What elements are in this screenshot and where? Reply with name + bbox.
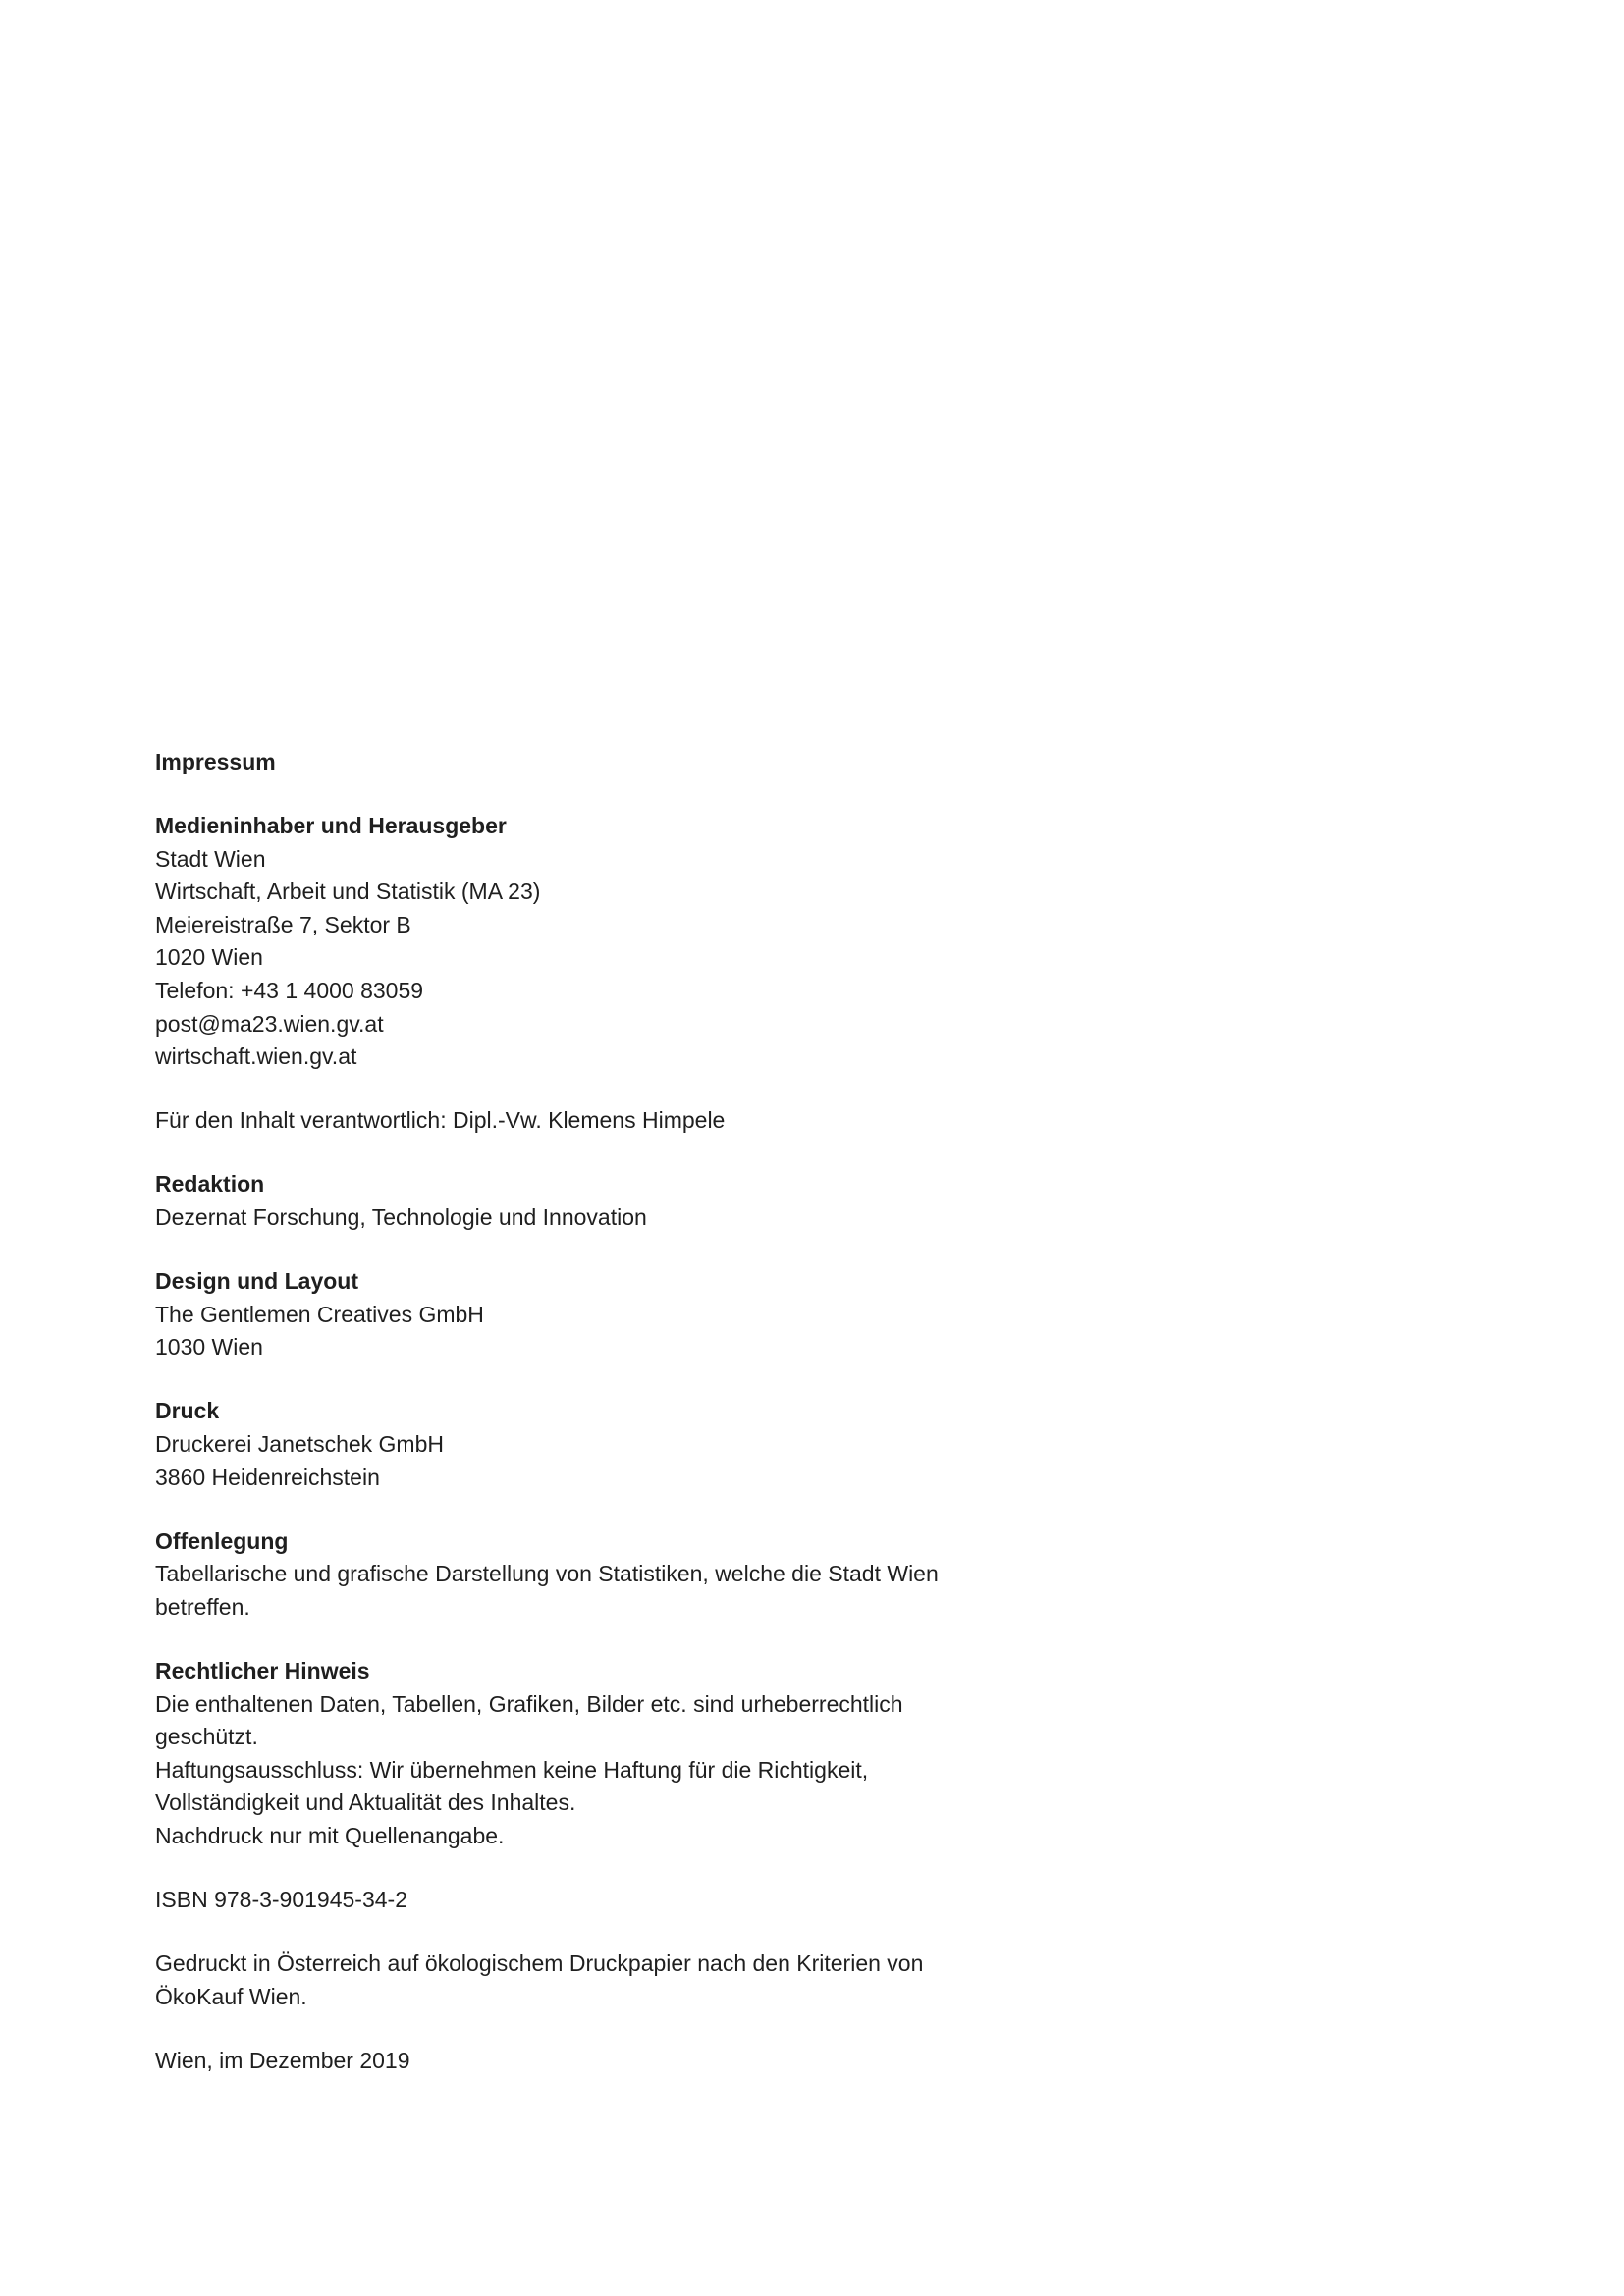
design-heading: Design und Layout [155,1268,358,1295]
isbn-section [155,1884,960,1917]
design-section [155,1265,960,1364]
editorial-heading: Redaktion [155,1171,265,1198]
publisher-street: Meiereistraße 7, Sektor B [155,911,411,937]
print-section [155,1395,960,1494]
disclosure-section [155,1525,960,1625]
date-section [155,2045,960,2078]
legal-section [155,1655,960,1853]
spacer [155,779,960,811]
print-city: 3860 Heidenreichstein [155,1464,380,1490]
spacer [155,1624,960,1655]
publisher-heading: Medieninhaber und Herausgeber [155,813,507,839]
legal-line: Haftungsausschluss: Wir übernehmen keine Haftung für die Richtigkeit, [155,1756,869,1783]
isbn-text: ISBN 978-3-901945-34-2 [155,1887,407,1913]
spacer [155,1917,960,1949]
design-company: The Gentlemen Creatives GmbH [155,1301,484,1327]
publisher-org: Stadt Wien [155,845,266,872]
publisher-city: 1020 Wien [155,944,263,971]
disclosure-line: Tabellarische und grafische Darstellung von Statistiken, welche die Stadt Wien [155,1561,939,1587]
design-city: 1030 Wien [155,1334,263,1361]
legal-heading: Rechtlicher Hinweis [155,1657,370,1683]
disclosure-heading: Offenlegung [155,1527,289,1554]
spacer [155,1853,960,1885]
spacer [155,1138,960,1169]
impressum-title: Impressum [155,749,276,774]
legal-line: Vollständigkeit und Aktualität des Inhaltes. [155,1789,576,1816]
print-company: Druckerei Janetschek GmbH [155,1431,444,1457]
disclosure-line: betreffen. [155,1593,250,1620]
publisher-website-link[interactable]: wirtschaft.wien.gv.at [155,1043,357,1070]
responsible-text: Für den Inhalt verantwortlich: Dipl.-Vw. Klemens Himpele [155,1107,726,1134]
spacer [155,2013,960,2045]
legal-line: geschützt. [155,1724,258,1750]
printed-note-line: Gedruckt in Österreich auf ökologischem Druckpapier nach den Kriterien von [155,1950,924,1977]
legal-line: Die enthaltenen Daten, Tabellen, Grafiken, Bilder etc. sind urheberrechtlich [155,1690,903,1717]
responsible-section [155,1104,960,1138]
spacer [155,1494,960,1525]
impressum-page [155,746,960,2077]
publisher-section [155,810,960,1074]
publisher-phone: Telefon: +43 1 4000 83059 [155,978,424,1004]
printed-note-section [155,1948,960,2013]
legal-line: Nachdruck nur mit Quellenangabe. [155,1822,505,1848]
date-text: Wien, im Dezember 2019 [155,2047,410,2073]
printed-note-line: ÖkoKauf Wien. [155,1983,307,2009]
print-heading: Druck [155,1398,220,1424]
editorial-section [155,1168,960,1234]
publisher-department: Wirtschaft, Arbeit und Statistik (MA 23) [155,879,541,905]
publisher-email-link[interactable]: post@ma23.wien.gv.at [155,1010,384,1037]
editorial-line: Dezernat Forschung, Technologie und Innovation [155,1204,647,1231]
spacer [155,1235,960,1266]
spacer [155,1074,960,1105]
spacer [155,1364,960,1396]
